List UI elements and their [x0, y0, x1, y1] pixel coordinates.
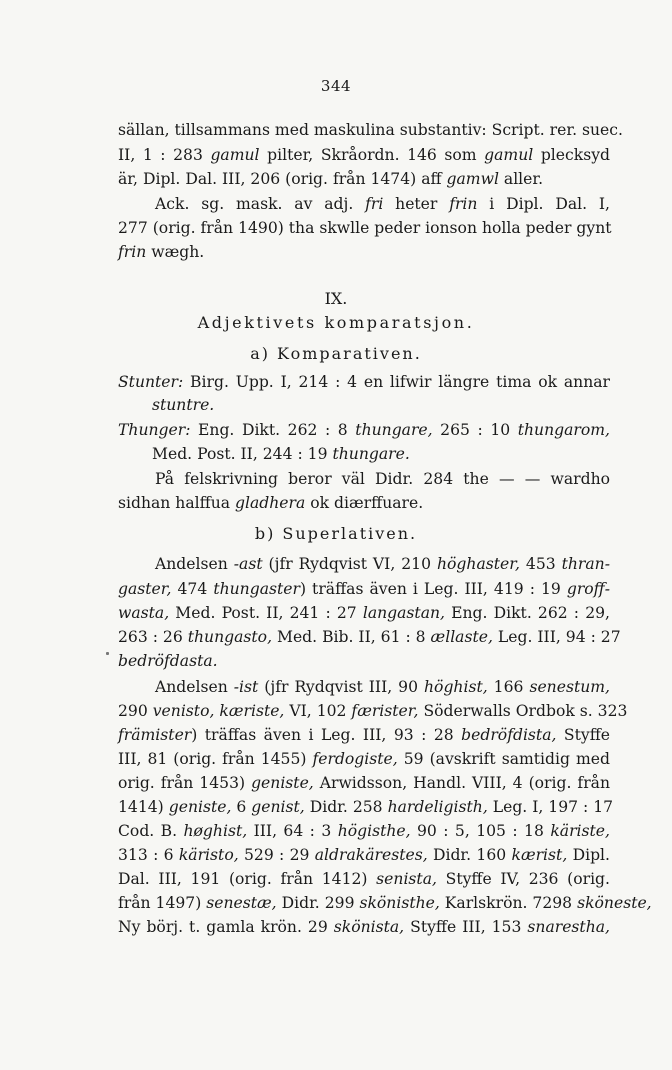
text-line: frin wægh. [118, 243, 205, 261]
entry-stunter: Stunter: Birg. Upp. I, 214 : 4 en lifwir längre tima ok annar [118, 373, 610, 391]
entry-thunger: Thunger: Eng. Dikt. 262 : 8 thungare, 265 : 10 thungarom, [118, 421, 610, 439]
text-line: 277 (orig. från 1490) tha skwlle peder ionson holla peder gynt [118, 219, 612, 237]
page-number: 344 [320, 77, 352, 95]
text-line: III, 81 (orig. från 1455) ferdogiste, 59 (avskrift samtidig med [118, 750, 610, 768]
text-line: gaster, 474 thungaster) träffas även i Leg. III, 419 : 19 groff- [118, 580, 610, 598]
text-line: sidhan halffua gladhera ok diærffuare. [118, 494, 424, 512]
text-line: På felskrivning beror väl Didr. 284 the — — wardho [155, 470, 610, 488]
subsection-b-heading: b) Superlativen. [254, 524, 418, 543]
text-line: orig. från 1453) geniste, Arwidsson, Handl. VIII, 4 (orig. från [118, 774, 610, 792]
text-line: 263 : 26 thungasto, Med. Bib. II, 61 : 8 ællaste, Leg. III, 94 : 27 [118, 628, 621, 646]
section-numeral: IX. [324, 289, 348, 308]
text-line: sällan, tillsammans med maskulina substantiv: Script. rer. suec. [118, 121, 623, 139]
text-line: Ny börj. t. gamla krön. 29 skönista, Styffe III, 153 snarestha, [118, 918, 610, 936]
text-line: Andelsen -ist (jfr Rydqvist III, 90 höghist, 166 senestum, [155, 678, 611, 696]
text-line: Andelsen -ast (jfr Rydqvist VI, 210 höghaster, 453 thran- [155, 555, 610, 573]
text-line: 290 venisto, kæriste, VI, 102 færister, Söderwalls Ordbok s. 323 [118, 702, 628, 720]
subsection-a-heading: a) Komparativen. [250, 344, 422, 363]
text-line: Med. Post. II, 244 : 19 thungare. [152, 445, 410, 463]
text-line: är, Dipl. Dal. III, 206 (orig. från 1474) aff gamwl aller. [118, 170, 544, 188]
text-line: Ack. sg. mask. av adj. fri heter frin i Dipl. Dal. I, [155, 195, 610, 213]
text-line: II, 1 : 283 gamul pilter, Skråordn. 146 som gamul plecksyd [118, 146, 610, 164]
text-line: stuntre. [152, 396, 215, 414]
section-title: Adjektivets komparatsjon. [197, 313, 475, 332]
text-line: 313 : 6 käristo, 529 : 29 aldrakärestes, Didr. 160 kærist, Dipl. [118, 846, 611, 864]
text-line: bedröfdasta. [118, 652, 218, 670]
text-line: Dal. III, 191 (orig. från 1412) senista, Styffe IV, 236 (orig. [118, 870, 610, 888]
text-line: Cod. B. høghist, III, 64 : 3 högisthe, 90 : 5, 105 : 18 käriste, [118, 822, 610, 840]
margin-mark [106, 652, 109, 655]
text-line: wasta, Med. Post. II, 241 : 27 langastan, Eng. Dikt. 262 : 29, [118, 604, 610, 622]
text-line: främister) träffas även i Leg. III, 93 : 28 bedröfdista, Styffe [118, 726, 610, 744]
text-line: 1414) geniste, 6 genist, Didr. 258 hardeligisth, Leg. I, 197 : 17 [118, 798, 614, 816]
text-line: från 1497) senestæ, Didr. 299 skönisthe, Karlskrön. 7298 sköneste, [118, 894, 652, 912]
